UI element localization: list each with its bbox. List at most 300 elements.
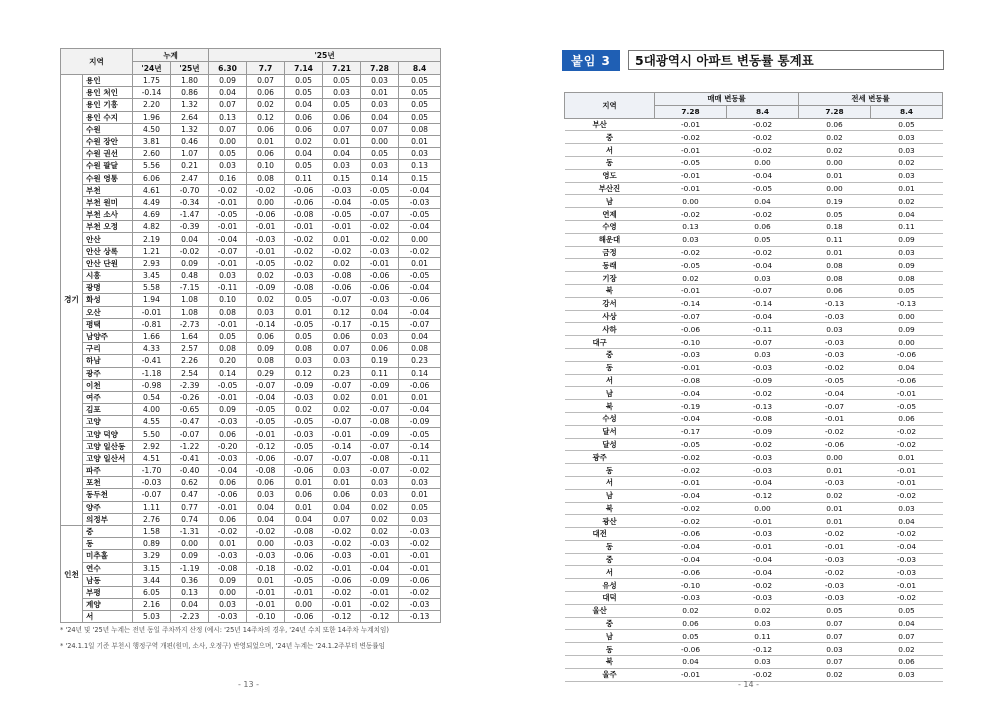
- value-cell: 0.05: [209, 148, 247, 160]
- value-cell: -0.03: [399, 196, 441, 208]
- city-name: 대구: [565, 336, 655, 349]
- value-cell: 0.09: [209, 404, 247, 416]
- value-cell: -0.03: [871, 553, 943, 566]
- value-cell: 0.02: [247, 270, 285, 282]
- district-name: 동래: [565, 259, 655, 272]
- value-cell: 4.55: [133, 416, 171, 428]
- value-cell: -0.03: [799, 476, 871, 489]
- value-cell: -0.06: [361, 270, 399, 282]
- district-name: 여주: [83, 391, 133, 403]
- value-cell: 0.08: [285, 343, 323, 355]
- value-cell: 1.32: [171, 99, 209, 111]
- value-cell: 0.10: [247, 160, 285, 172]
- col-week: 7.28: [361, 62, 399, 75]
- table-row: [565, 566, 943, 579]
- value-cell: -0.05: [727, 182, 799, 195]
- value-cell: -0.01: [655, 668, 727, 681]
- value-cell: 2.57: [171, 343, 209, 355]
- value-cell: -0.04: [655, 553, 727, 566]
- value-cell: -1.22: [171, 440, 209, 452]
- col-week: 8.4: [871, 105, 943, 118]
- value-cell: -0.07: [285, 452, 323, 464]
- value-cell: -1.70: [133, 465, 171, 477]
- value-cell: 1.11: [133, 501, 171, 513]
- value-cell: 0.00: [871, 310, 943, 323]
- district-name: 구리: [83, 343, 133, 355]
- table-row: [61, 599, 441, 611]
- district-name: 남양주: [83, 330, 133, 342]
- table-row: [565, 374, 943, 387]
- value-cell: 0.07: [209, 123, 247, 135]
- value-cell: 0.89: [133, 538, 171, 550]
- value-cell: 0.05: [285, 160, 323, 172]
- value-cell: 0.19: [799, 195, 871, 208]
- value-cell: -0.02: [727, 208, 799, 221]
- value-cell: -0.01: [323, 428, 361, 440]
- value-cell: 1.66: [133, 330, 171, 342]
- value-cell: -0.01: [655, 284, 727, 297]
- table-row: [61, 391, 441, 403]
- value-cell: 0.03: [323, 160, 361, 172]
- district-name: 계양: [83, 599, 133, 611]
- value-cell: 0.14: [361, 172, 399, 184]
- value-cell: 0.06: [323, 489, 361, 501]
- district-name: 부평: [83, 586, 133, 598]
- value-cell: -0.65: [171, 404, 209, 416]
- value-cell: 0.03: [323, 465, 361, 477]
- value-cell: -0.81: [133, 318, 171, 330]
- table-row: [61, 404, 441, 416]
- col-week: 7.21: [323, 62, 361, 75]
- table-row: [565, 246, 943, 259]
- value-cell: 0.01: [247, 574, 285, 586]
- value-cell: 0.05: [399, 75, 441, 87]
- value-cell: 0.08: [399, 343, 441, 355]
- value-cell: -0.09: [361, 379, 399, 391]
- district-name: 서: [565, 144, 655, 157]
- district-name: 남동: [83, 574, 133, 586]
- value-cell: -0.06: [655, 323, 727, 336]
- value-cell: 0.01: [247, 135, 285, 147]
- value-cell: -0.03: [871, 566, 943, 579]
- table-row: [565, 592, 943, 605]
- district-name: 사상: [565, 310, 655, 323]
- table-row: [61, 111, 441, 123]
- value-cell: -0.01: [247, 428, 285, 440]
- value-cell: 0.03: [871, 144, 943, 157]
- value-cell: 0.00: [399, 233, 441, 245]
- district-name: 수원 팔달: [83, 160, 133, 172]
- col-2024: '24년: [133, 62, 171, 75]
- value-cell: -0.05: [323, 209, 361, 221]
- value-cell: 1.58: [133, 525, 171, 537]
- value-cell: -0.17: [323, 318, 361, 330]
- value-cell: -0.01: [285, 586, 323, 598]
- value-cell: -0.01: [727, 515, 799, 528]
- value-cell: 0.00: [799, 156, 871, 169]
- value-cell: -0.05: [247, 404, 285, 416]
- value-cell: 0.06: [247, 123, 285, 135]
- value-cell: -0.13: [727, 400, 799, 413]
- value-cell: -0.02: [399, 245, 441, 257]
- table-row: [61, 330, 441, 342]
- sale-header: 매매 변동률: [655, 93, 799, 106]
- value-cell: 0.03: [361, 330, 399, 342]
- value-cell: -0.03: [247, 550, 285, 562]
- table-row: [61, 318, 441, 330]
- value-cell: 0.06: [247, 87, 285, 99]
- value-cell: 0.03: [209, 599, 247, 611]
- value-cell: 3.44: [133, 574, 171, 586]
- district-name: 고양 덕양: [83, 428, 133, 440]
- value-cell: 0.07: [323, 123, 361, 135]
- value-cell: -0.02: [655, 515, 727, 528]
- value-cell: -0.14: [323, 440, 361, 452]
- value-cell: -0.10: [655, 336, 727, 349]
- value-cell: 0.09: [871, 259, 943, 272]
- year-2025-header: '25년: [209, 49, 441, 62]
- col-2025: '25년: [171, 62, 209, 75]
- table-row: [565, 182, 943, 195]
- value-cell: -0.13: [871, 297, 943, 310]
- value-cell: 0.05: [399, 501, 441, 513]
- value-cell: -0.09: [727, 425, 799, 438]
- value-cell: -0.01: [361, 586, 399, 598]
- value-cell: 0.05: [285, 330, 323, 342]
- value-cell: -0.03: [727, 451, 799, 464]
- district-name: 용인 처인: [83, 87, 133, 99]
- value-cell: 0.01: [799, 502, 871, 515]
- col-week: 8.4: [727, 105, 799, 118]
- value-cell: 0.03: [361, 75, 399, 87]
- table-row: [61, 160, 441, 172]
- table-row: [61, 416, 441, 428]
- value-cell: -0.07: [209, 245, 247, 257]
- district-name: 동: [565, 540, 655, 553]
- value-cell: -0.02: [655, 131, 727, 144]
- value-cell: 0.04: [171, 599, 209, 611]
- table-row: [61, 233, 441, 245]
- table-row: [565, 259, 943, 272]
- value-cell: -0.01: [323, 562, 361, 574]
- table-body: [565, 118, 943, 681]
- value-cell: 1.32: [171, 123, 209, 135]
- value-cell: -0.03: [655, 348, 727, 361]
- value-cell: -0.02: [727, 118, 799, 131]
- value-cell: 0.06: [285, 489, 323, 501]
- value-cell: -0.11: [209, 282, 247, 294]
- value-cell: -0.02: [871, 425, 943, 438]
- value-cell: 0.05: [399, 111, 441, 123]
- value-cell: 5.50: [133, 428, 171, 440]
- gyeonggi-incheon-table: [60, 48, 441, 623]
- value-cell: 0.02: [323, 391, 361, 403]
- value-cell: -0.03: [209, 452, 247, 464]
- value-cell: 5.03: [133, 611, 171, 623]
- value-cell: -0.11: [727, 323, 799, 336]
- value-cell: 0.01: [361, 391, 399, 403]
- value-cell: -0.07: [133, 489, 171, 501]
- value-cell: 6.05: [133, 586, 171, 598]
- value-cell: -0.13: [399, 611, 441, 623]
- value-cell: -0.18: [247, 562, 285, 574]
- value-cell: 1.21: [133, 245, 171, 257]
- value-cell: -0.02: [727, 131, 799, 144]
- value-cell: -0.01: [209, 196, 247, 208]
- value-cell: -0.03: [361, 294, 399, 306]
- value-cell: 0.06: [799, 118, 871, 131]
- value-cell: -0.01: [655, 169, 727, 182]
- table-row: [565, 643, 943, 656]
- value-cell: -0.08: [247, 465, 285, 477]
- value-cell: 0.03: [209, 270, 247, 282]
- value-cell: 4.82: [133, 221, 171, 233]
- district-name: 수원 영통: [83, 172, 133, 184]
- value-cell: -0.03: [361, 245, 399, 257]
- value-cell: -0.08: [727, 412, 799, 425]
- value-cell: 0.02: [799, 668, 871, 681]
- table-row: [565, 617, 943, 630]
- value-cell: -0.02: [323, 245, 361, 257]
- value-cell: -0.02: [247, 184, 285, 196]
- table-row: [565, 144, 943, 157]
- value-cell: -0.01: [871, 476, 943, 489]
- value-cell: -0.08: [655, 374, 727, 387]
- table-row: [565, 438, 943, 451]
- value-cell: -0.41: [171, 452, 209, 464]
- value-cell: 0.02: [799, 489, 871, 502]
- value-cell: 0.07: [323, 513, 361, 525]
- value-cell: -0.07: [655, 310, 727, 323]
- value-cell: 0.03: [361, 477, 399, 489]
- value-cell: -0.09: [361, 428, 399, 440]
- table-row: [61, 209, 441, 221]
- value-cell: 0.04: [361, 111, 399, 123]
- value-cell: 0.01: [361, 87, 399, 99]
- value-cell: 0.08: [209, 343, 247, 355]
- table-row: [565, 233, 943, 246]
- value-cell: 0.04: [361, 306, 399, 318]
- value-cell: -0.04: [209, 465, 247, 477]
- value-cell: -0.01: [399, 550, 441, 562]
- value-cell: -0.04: [727, 476, 799, 489]
- table-row: [61, 489, 441, 501]
- district-name: 미추홀: [83, 550, 133, 562]
- value-cell: 0.03: [247, 306, 285, 318]
- table-row: [61, 452, 441, 464]
- value-cell: -0.03: [399, 599, 441, 611]
- value-cell: 0.03: [399, 477, 441, 489]
- value-cell: 0.06: [323, 111, 361, 123]
- value-cell: 0.02: [361, 525, 399, 537]
- value-cell: -0.06: [247, 452, 285, 464]
- value-cell: 0.02: [871, 156, 943, 169]
- value-cell: 0.03: [399, 148, 441, 160]
- district-name: 남: [565, 387, 655, 400]
- value-cell: 0.16: [209, 172, 247, 184]
- value-cell: 0.01: [323, 233, 361, 245]
- value-cell: 0.05: [799, 604, 871, 617]
- value-cell: 1.64: [171, 330, 209, 342]
- value-cell: 2.93: [133, 257, 171, 269]
- district-name: 남: [565, 195, 655, 208]
- value-cell: -0.08: [285, 282, 323, 294]
- table-row: [565, 348, 943, 361]
- value-cell: 0.77: [171, 501, 209, 513]
- value-cell: 1.96: [133, 111, 171, 123]
- value-cell: 0.04: [323, 501, 361, 513]
- cumulative-header: 누계: [133, 49, 209, 62]
- value-cell: -0.07: [323, 294, 361, 306]
- value-cell: -0.01: [871, 579, 943, 592]
- value-cell: -0.04: [655, 540, 727, 553]
- value-cell: 0.03: [655, 233, 727, 246]
- value-cell: 0.07: [323, 343, 361, 355]
- value-cell: -0.01: [871, 464, 943, 477]
- value-cell: 0.01: [799, 246, 871, 259]
- value-cell: 0.03: [871, 169, 943, 182]
- page-number: - 14 -: [738, 680, 760, 689]
- value-cell: 5.58: [133, 282, 171, 294]
- value-cell: -0.02: [285, 245, 323, 257]
- value-cell: 0.05: [285, 75, 323, 87]
- value-cell: -0.02: [399, 538, 441, 550]
- value-cell: 0.03: [727, 272, 799, 285]
- value-cell: 0.11: [285, 172, 323, 184]
- value-cell: -0.05: [799, 374, 871, 387]
- value-cell: -0.01: [727, 540, 799, 553]
- district-name: 화성: [83, 294, 133, 306]
- table-row: [565, 412, 943, 425]
- value-cell: -0.01: [799, 540, 871, 553]
- value-cell: -0.12: [323, 611, 361, 623]
- value-cell: 0.04: [247, 513, 285, 525]
- district-name: 서: [565, 374, 655, 387]
- table-row: [61, 440, 441, 452]
- value-cell: -0.02: [727, 246, 799, 259]
- table-row: [565, 131, 943, 144]
- value-cell: -0.07: [361, 465, 399, 477]
- value-cell: -2.39: [171, 379, 209, 391]
- value-cell: 4.61: [133, 184, 171, 196]
- table-row: [61, 257, 441, 269]
- table-row: [565, 220, 943, 233]
- jeonse-header: 전세 변동률: [799, 93, 943, 106]
- value-cell: -0.02: [285, 562, 323, 574]
- value-cell: 0.23: [399, 355, 441, 367]
- value-cell: -0.06: [655, 566, 727, 579]
- district-name: 수원: [83, 123, 133, 135]
- value-cell: -0.09: [361, 574, 399, 586]
- value-cell: 0.14: [209, 367, 247, 379]
- value-cell: -0.05: [285, 416, 323, 428]
- value-cell: -0.02: [655, 502, 727, 515]
- district-name: 동두천: [83, 489, 133, 501]
- city-name: 부산: [565, 118, 655, 131]
- col-week: 7.28: [799, 105, 871, 118]
- value-cell: -0.04: [655, 412, 727, 425]
- district-name: 부천 원미: [83, 196, 133, 208]
- table-row: [565, 284, 943, 297]
- table-row: [565, 515, 943, 528]
- district-name: 부천: [83, 184, 133, 196]
- value-cell: -0.04: [399, 184, 441, 196]
- district-name: 동: [83, 538, 133, 550]
- value-cell: 0.11: [361, 367, 399, 379]
- value-cell: -0.09: [247, 282, 285, 294]
- value-cell: 1.07: [171, 148, 209, 160]
- value-cell: 0.03: [361, 99, 399, 111]
- value-cell: -0.02: [799, 566, 871, 579]
- value-cell: -0.14: [133, 87, 171, 99]
- value-cell: -0.09: [399, 416, 441, 428]
- district-name: 동: [565, 464, 655, 477]
- district-name: 오산: [83, 306, 133, 318]
- district-name: 중: [565, 617, 655, 630]
- table-row: [61, 270, 441, 282]
- value-cell: -0.03: [727, 361, 799, 374]
- district-name: 남: [565, 630, 655, 643]
- value-cell: -0.40: [171, 465, 209, 477]
- table-row: [565, 361, 943, 374]
- value-cell: 0.12: [323, 306, 361, 318]
- table-row: [565, 540, 943, 553]
- value-cell: 0.04: [399, 330, 441, 342]
- value-cell: 0.00: [171, 538, 209, 550]
- value-cell: 0.05: [323, 75, 361, 87]
- value-cell: -0.06: [399, 574, 441, 586]
- value-cell: 0.04: [871, 208, 943, 221]
- col-week: 6.30: [209, 62, 247, 75]
- table-row: [61, 550, 441, 562]
- value-cell: -0.03: [727, 528, 799, 541]
- value-cell: -0.05: [361, 196, 399, 208]
- value-cell: 0.02: [323, 404, 361, 416]
- value-cell: 0.05: [871, 118, 943, 131]
- value-cell: 0.02: [799, 144, 871, 157]
- district-name: 시흥: [83, 270, 133, 282]
- table-row: [61, 513, 441, 525]
- district-name: 해운대: [565, 233, 655, 246]
- table-body: [61, 75, 441, 623]
- value-cell: -0.04: [727, 310, 799, 323]
- table-row: [61, 184, 441, 196]
- value-cell: -0.05: [655, 156, 727, 169]
- appendix-badge: 붙임 3: [562, 50, 620, 71]
- value-cell: -0.02: [399, 586, 441, 598]
- value-cell: 2.16: [133, 599, 171, 611]
- district-name: 서: [565, 566, 655, 579]
- value-cell: 0.20: [209, 355, 247, 367]
- value-cell: 0.10: [209, 294, 247, 306]
- value-cell: -0.05: [655, 438, 727, 451]
- value-cell: 0.07: [799, 656, 871, 669]
- district-name: 중: [83, 525, 133, 537]
- value-cell: 0.02: [247, 99, 285, 111]
- value-cell: -0.04: [727, 169, 799, 182]
- table-row: [61, 428, 441, 440]
- value-cell: -0.03: [799, 336, 871, 349]
- district-name: 고양 일산서: [83, 452, 133, 464]
- value-cell: 0.02: [655, 604, 727, 617]
- value-cell: -0.03: [361, 538, 399, 550]
- table-row: [61, 355, 441, 367]
- value-cell: 0.05: [871, 604, 943, 617]
- value-cell: -0.02: [799, 528, 871, 541]
- value-cell: 0.13: [209, 111, 247, 123]
- table-row: [565, 528, 943, 541]
- value-cell: 0.00: [871, 336, 943, 349]
